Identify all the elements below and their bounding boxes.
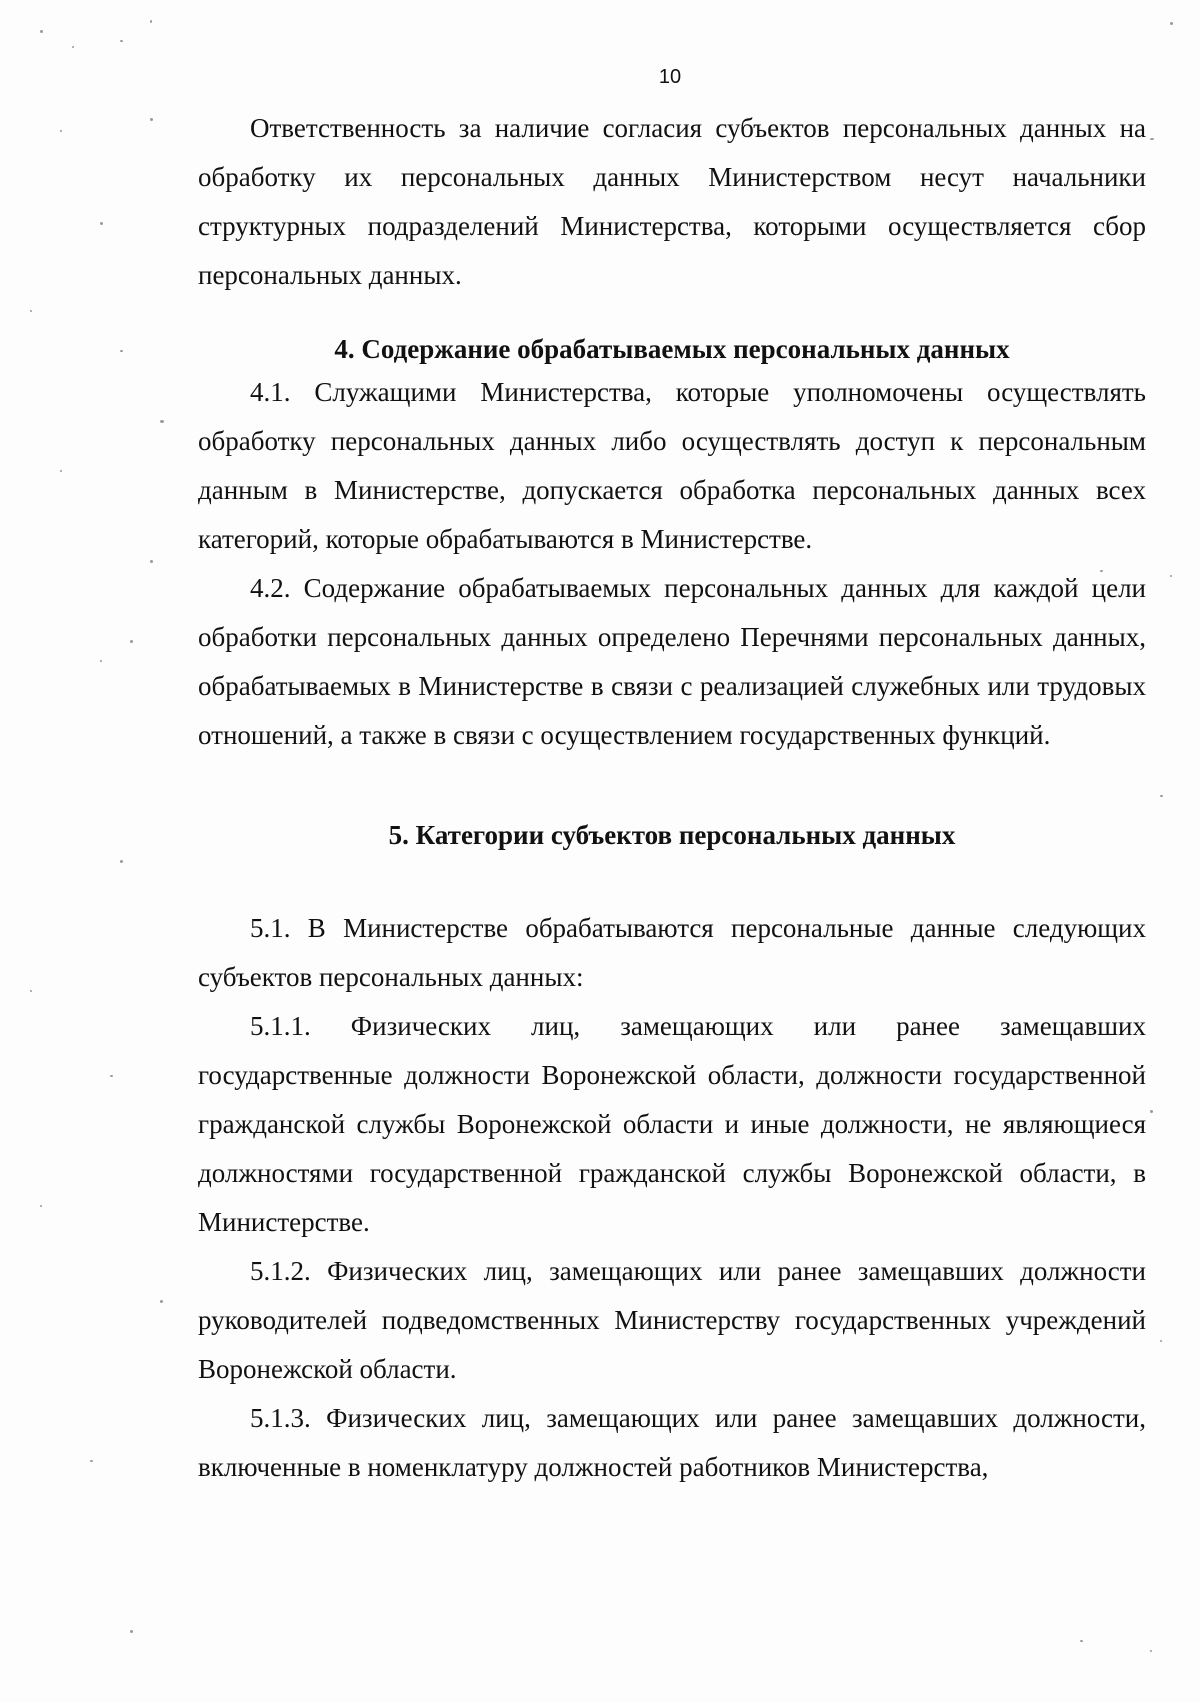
scan-speck	[1150, 1110, 1153, 1113]
scan-speck	[30, 990, 32, 992]
scan-speck	[100, 222, 103, 225]
scan-speck	[150, 20, 152, 23]
page-number: 10	[658, 66, 682, 88]
scan-speck	[30, 310, 32, 312]
section-4-block	[198, 368, 1146, 760]
paragraph-5-1-1: 5.1.1. Физических лиц, замещающих или ранее замещавших государственные должности Воронежской области, должности государственной гражданской службы Воронежской области и иные должности, не являющиеся должностями государственной гражданской службы Воронежской области, в Министерстве.	[198, 1011, 1146, 1237]
scan-speck	[1160, 1340, 1162, 1342]
paragraph-5-1: 5.1. В Министерстве обрабатываются персональные данные следующих субъектов персональных данных:	[198, 913, 1146, 992]
scan-speck	[1080, 1640, 1083, 1642]
scan-speck	[120, 860, 123, 863]
scan-speck	[90, 1460, 93, 1462]
paragraph-4-2: 4.2. Содержание обрабатываемых персональных данных для каждой цели обработки персональных данных определено Перечнями персональных данных, обрабатываемых в Министерстве в связи с реализацией служебных или трудовых отношений, а также в связи с осуществлением государственных функций.	[198, 573, 1146, 750]
scan-speck	[130, 640, 133, 643]
paragraph-5-1-2: 5.1.2. Физических лиц, замещающих или ранее замещавших должности руководителей подведомственных Министерству государственных учреждений Воронежской области.	[198, 1256, 1146, 1384]
intro-block	[198, 104, 1146, 300]
scan-speck	[40, 30, 43, 33]
paragraph-5-1-3: 5.1.3. Физических лиц, замещающих или ранее замещавших должности, включенные в номенклатуру должностей работников Министерства,	[198, 1403, 1146, 1482]
section-4-heading: 4. Содержание обрабатываемых персональных данных	[334, 334, 1010, 364]
section-5-block	[198, 904, 1146, 1492]
scan-speck	[100, 660, 102, 662]
scan-speck	[150, 560, 153, 563]
intro-paragraph: Ответственность за наличие согласия субъектов персональных данных на обработку их персональных данных Министерством несут начальники структурных подразделений Министерства, которыми осуществляется сбор персональных данных.	[198, 113, 1146, 290]
scan-speck	[60, 130, 62, 132]
scan-speck	[160, 1300, 163, 1303]
scan-speck	[60, 470, 62, 472]
scan-speck	[150, 118, 153, 121]
scan-speck	[40, 1205, 42, 1207]
paragraph-4-1: 4.1. Служащими Министерства, которые уполномочены осуществлять обработку персональных данных либо осуществлять доступ к персональным данным в Министерстве, допускается обработка персональных данных всех категорий, которые обрабатываются в Министерстве.	[198, 377, 1146, 554]
scan-speck	[120, 40, 123, 42]
scan-speck	[120, 350, 123, 352]
scan-speck	[160, 420, 164, 423]
scan-speck	[1150, 138, 1154, 140]
scan-speck	[1150, 1650, 1152, 1652]
scan-speck	[1100, 570, 1103, 572]
section-5-heading: 5. Категории субъектов персональных данных	[388, 820, 956, 850]
scan-speck	[130, 1630, 133, 1633]
scan-speck	[72, 46, 74, 48]
scan-speck	[1160, 795, 1163, 797]
scan-speck	[1170, 575, 1172, 577]
scan-speck	[1170, 22, 1173, 25]
scan-speck	[110, 1075, 113, 1077]
